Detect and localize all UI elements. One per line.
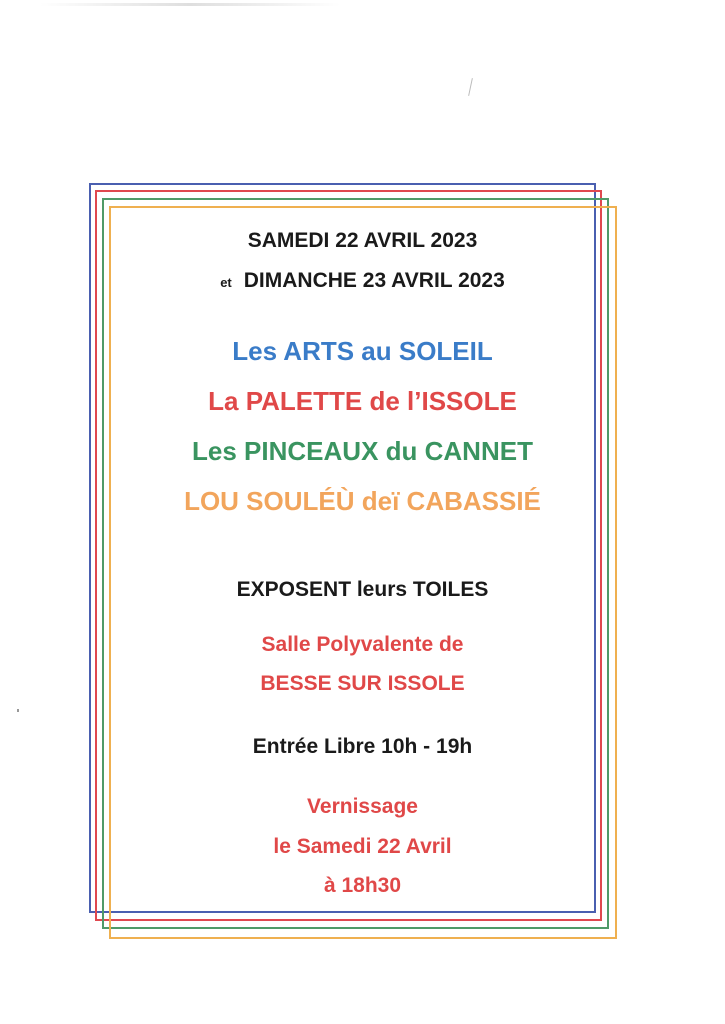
vernissage-title: Vernissage bbox=[307, 795, 418, 818]
scan-artifact-mark bbox=[468, 78, 473, 96]
date-saturday: SAMEDI 22 AVRIL 2023 bbox=[247, 229, 478, 252]
club-lou-souleu: LOU SOULÉÙ deï CABASSIÉ bbox=[184, 486, 541, 516]
venue-line-2: BESSE SUR ISSOLE bbox=[260, 672, 465, 695]
date-sunday-line bbox=[0, 269, 725, 293]
club-arts-au-soleil: Les ARTS au SOLEIL bbox=[232, 336, 493, 366]
exhibit-heading: EXPOSENT leurs TOILES bbox=[236, 578, 489, 601]
scan-artifact-dot bbox=[17, 709, 19, 712]
club-palette-issole: La PALETTE de l’ISSOLE bbox=[208, 386, 517, 416]
club-pinceaux-cannet: Les PINCEAUX du CANNET bbox=[192, 436, 533, 466]
vernissage-time: à 18h30 bbox=[323, 874, 402, 897]
entry-hours: Entrée Libre 10h - 19h bbox=[252, 735, 473, 758]
frame-orange bbox=[109, 206, 617, 939]
scan-artifact-top bbox=[40, 3, 340, 6]
venue-line-1: Salle Polyvalente de bbox=[261, 633, 464, 656]
vernissage-date: le Samedi 22 Avril bbox=[273, 835, 452, 858]
date-conjunction: et bbox=[220, 275, 232, 290]
date-sunday: DIMANCHE 23 AVRIL 2023 bbox=[243, 269, 505, 292]
